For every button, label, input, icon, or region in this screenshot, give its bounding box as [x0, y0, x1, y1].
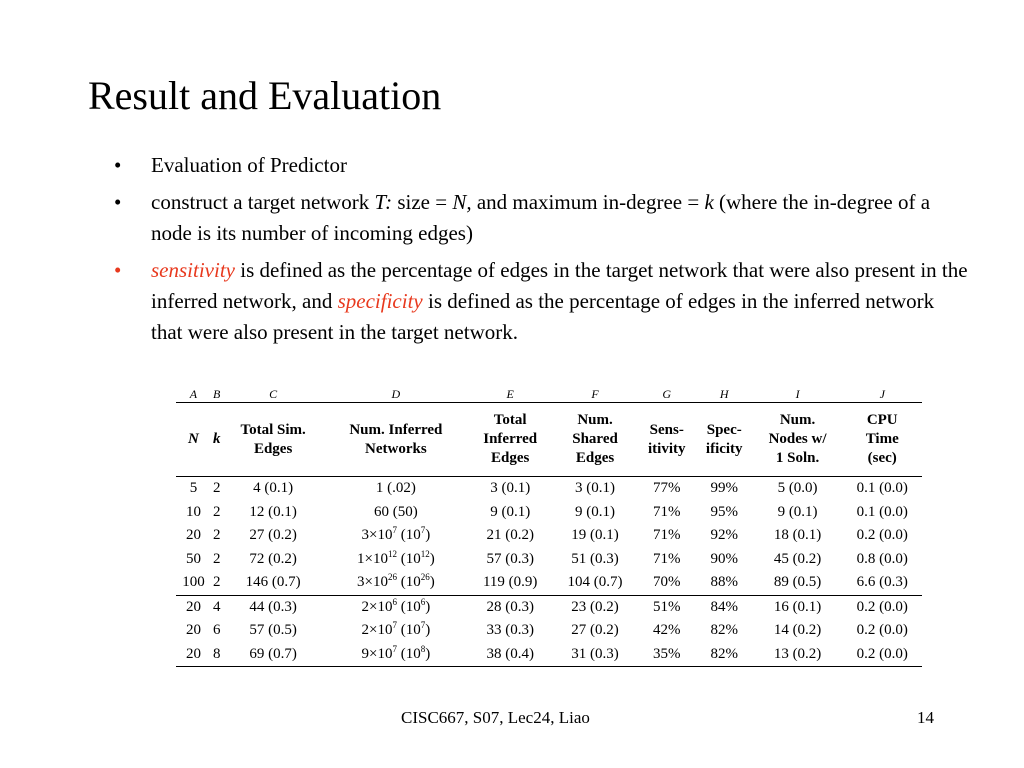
table-cell: 77% — [653, 480, 681, 497]
cell-text: (10 — [396, 622, 421, 639]
table-cell: 21 (0.2) — [486, 527, 534, 544]
column-header-line: Networks — [365, 440, 427, 457]
table-cell: 89 (0.5) — [753, 571, 843, 595]
exponent: 6 — [392, 596, 397, 607]
table-cell: 10 — [185, 503, 201, 520]
column-letter: D — [324, 386, 468, 403]
column-letter: E — [468, 386, 552, 403]
table-cell: 12 (0.1) — [249, 503, 297, 520]
column-letter: A — [176, 386, 211, 403]
table-cell: 95% — [710, 503, 738, 520]
cell-text: 1×10 — [357, 550, 388, 567]
exponent: 7 — [392, 643, 397, 654]
table-group-n20 — [176, 595, 922, 667]
bullet-text-part: construct a target network — [151, 190, 375, 214]
table-cell: 72 (0.2) — [249, 550, 297, 567]
table-cell: 100 — [176, 571, 211, 595]
variable-n: N, — [452, 190, 472, 214]
table-cell: 9 (0.1) — [575, 503, 616, 520]
table-cell: 84% — [710, 598, 738, 615]
exponent: 7 — [392, 620, 397, 631]
table-row — [176, 548, 922, 572]
table-cell — [324, 643, 468, 667]
bullet-dot-icon: • — [114, 258, 122, 282]
cell-text: (10 — [396, 527, 421, 544]
column-header-line: CPU — [866, 412, 898, 428]
cell-text: ) — [425, 527, 431, 544]
column-header-line: 1 Soln. — [775, 450, 820, 466]
exponent: 7 — [420, 620, 426, 631]
table-cell: 0.8 (0.0) — [856, 550, 908, 567]
table-cell: 2 — [212, 550, 221, 567]
exponent: 12 — [420, 548, 430, 559]
table-cell: 1 (.02) — [375, 480, 416, 497]
column-header-line: Edges — [491, 450, 530, 466]
table-cell: 51 (0.3) — [571, 550, 619, 567]
column-letter: F — [552, 386, 637, 403]
table-cell — [324, 595, 468, 619]
bullet-text-part: and maximum in-degree = — [471, 190, 705, 214]
table-cell: 90% — [710, 550, 738, 567]
table-cell: 57 (0.3) — [486, 550, 534, 567]
table-cell: 20 — [185, 622, 201, 639]
cell-text: 3×10 — [357, 574, 388, 591]
exponent: 7 — [392, 525, 397, 536]
table-row — [176, 477, 922, 501]
bullet-text-part: is defined as the percentage of edges in the inferred network that were also present in the target network. — [151, 289, 935, 344]
column-header-line: (sec) — [867, 450, 897, 466]
results-table-figure — [176, 386, 922, 667]
column-header-line: k — [212, 431, 221, 447]
table-cell — [324, 571, 468, 595]
column-header — [211, 403, 223, 477]
cell-text: ) — [429, 574, 435, 591]
table-cell: 45 (0.2) — [773, 550, 822, 567]
table-cell: 0.2 (0.0) — [842, 643, 922, 667]
table-cell: 2 — [212, 527, 221, 544]
table-cell: 3 (0.1) — [490, 480, 531, 497]
column-header — [696, 403, 753, 477]
table-row — [176, 571, 922, 595]
table-cell — [324, 548, 468, 572]
bullet-text: Evaluation of Predictor — [151, 153, 347, 177]
cell-text: 2×10 — [361, 598, 393, 615]
column-header — [842, 403, 922, 477]
cell-text: (10 — [396, 550, 421, 567]
bullet-dot-icon: • — [114, 153, 122, 177]
column-header-row — [176, 403, 922, 477]
table-cell: 82% — [710, 622, 738, 639]
bullet-list — [110, 150, 970, 354]
table-cell: 8 — [211, 643, 223, 667]
column-header — [638, 403, 696, 477]
table-cell: 88% — [696, 571, 753, 595]
column-header — [223, 403, 324, 477]
variable-k: k — [704, 190, 714, 214]
column-header — [552, 403, 637, 477]
cell-text: ) — [425, 598, 431, 615]
exponent: 26 — [387, 572, 397, 583]
table-cell: 9 (0.1) — [777, 503, 818, 520]
table-cell — [324, 524, 468, 548]
table-cell: 82% — [696, 643, 753, 667]
cell-text: 2×10 — [361, 622, 393, 639]
table-cell: 27 (0.2) — [571, 622, 619, 639]
cell-text: 3×10 — [361, 527, 393, 544]
column-header-line: ificity — [705, 440, 743, 457]
cell-text: (10 — [396, 574, 421, 591]
column-header-line: Time — [865, 431, 899, 447]
table-cell: 23 (0.2) — [571, 598, 619, 615]
table-cell: 0.1 (0.0) — [856, 503, 908, 520]
table-cell: 20 — [185, 527, 201, 544]
table-cell: 31 (0.3) — [552, 643, 637, 667]
column-letter: H — [696, 386, 753, 403]
column-header-line: Edges — [575, 450, 615, 466]
column-header-line: Inferred — [483, 431, 538, 447]
table-cell: 51% — [653, 598, 681, 615]
table-cell: 28 (0.3) — [486, 598, 534, 615]
table-row — [176, 595, 922, 619]
column-letter: I — [753, 386, 843, 403]
table-cell: 18 (0.1) — [773, 527, 822, 544]
table-cell: 20 — [185, 598, 201, 615]
table-cell: 5 (0.0) — [777, 480, 818, 497]
bullet-evaluation-of-predictor — [110, 150, 970, 181]
table-cell: 70% — [638, 571, 696, 595]
exponent: 7 — [420, 525, 426, 536]
table-cell: 92% — [710, 527, 738, 544]
cell-text: ) — [429, 550, 435, 567]
column-letter: J — [842, 386, 922, 403]
table-cell: 14 (0.2) — [773, 622, 822, 639]
table-cell: 50 — [185, 550, 201, 567]
term-specificity: specificity — [337, 289, 423, 313]
column-letter-row — [176, 386, 922, 403]
table-cell: 13 (0.2) — [753, 643, 843, 667]
column-header-line: Nodes w/ — [768, 431, 827, 447]
exponent: 12 — [387, 548, 397, 559]
column-header-line: Total Sim. — [240, 421, 306, 438]
column-header-line: Edges — [253, 440, 293, 457]
table-cell: 19 (0.1) — [571, 527, 619, 544]
table-cell: 4 (0.1) — [253, 480, 294, 497]
column-header — [176, 403, 211, 477]
table-cell: 71% — [653, 527, 681, 544]
table-cell: 33 (0.3) — [486, 622, 534, 639]
column-letter: G — [638, 386, 696, 403]
column-header — [468, 403, 552, 477]
table-cell: 4 — [212, 598, 221, 615]
table-cell: 2 — [212, 503, 221, 520]
cell-text: (10 — [396, 598, 421, 615]
table-cell: 0.2 (0.0) — [856, 598, 908, 615]
table-cell: 44 (0.3) — [249, 598, 297, 615]
table-cell: 60 (50) — [373, 503, 418, 520]
results-table — [176, 386, 922, 667]
column-header-line: itivity — [648, 440, 686, 457]
exponent: 26 — [420, 572, 430, 583]
table-cell: 42% — [653, 622, 681, 639]
slide-footer: CISC667, S07, Lec24, Liao — [401, 708, 590, 727]
cell-text: (10 — [396, 645, 421, 662]
slide-title: Result and Evaluation — [88, 73, 442, 118]
cell-text: ) — [425, 645, 431, 662]
table-cell: 5 — [189, 480, 198, 497]
column-header-line: Sens- — [649, 421, 684, 438]
bullet-sensitivity-definition — [110, 255, 970, 348]
column-header — [753, 403, 843, 477]
table-cell: 69 (0.7) — [223, 643, 324, 667]
term-sensitivity: sensitivity — [151, 258, 235, 282]
column-header-line: Spec- — [706, 421, 742, 438]
table-cell: 0.1 (0.0) — [856, 480, 908, 497]
table-cell: 2 — [211, 571, 223, 595]
bullet-text-part: size = — [392, 190, 453, 214]
table-row — [176, 643, 922, 667]
cell-text: 9×10 — [361, 645, 393, 662]
cell-text: ) — [425, 622, 431, 639]
table-cell: 6.6 (0.3) — [842, 571, 922, 595]
bullet-dot-icon: • — [114, 190, 122, 214]
table-cell: 99% — [710, 480, 738, 497]
bullet-construct-target-network — [110, 187, 970, 249]
table-cell: 71% — [653, 503, 681, 520]
table-cell: 71% — [653, 550, 681, 567]
table-cell: 9 (0.1) — [490, 503, 531, 520]
table-row — [176, 524, 922, 548]
column-header-line: Num. — [779, 412, 816, 428]
table-cell: 57 (0.5) — [249, 622, 297, 639]
column-header-line: Shared — [572, 431, 618, 447]
table-cell: 16 (0.1) — [773, 598, 822, 615]
column-header-line: Num. Inferred — [349, 421, 443, 438]
column-letter: B — [211, 386, 223, 403]
table-cell: 0.2 (0.0) — [856, 622, 908, 639]
bullet-text-part: is defined as the percentage of edges in the target network that were also present in the inferred network, and — [151, 258, 968, 313]
table-cell: 35% — [638, 643, 696, 667]
bullet-text-part: (where the in-degree of a node is its number of incoming edges) — [151, 190, 931, 245]
table-cell: 20 — [176, 643, 211, 667]
table-cell: 27 (0.2) — [249, 527, 297, 544]
exponent: 6 — [420, 596, 426, 607]
page-number: 14 — [917, 708, 934, 727]
table-cell: 119 (0.9) — [468, 571, 552, 595]
table-row — [176, 501, 922, 525]
column-header-line: N — [188, 431, 199, 447]
table-cell: 3 (0.1) — [575, 480, 616, 497]
variable-t: T: — [374, 190, 393, 214]
column-letter: C — [223, 386, 324, 403]
exponent: 8 — [420, 643, 426, 654]
table-cell: 2 — [212, 480, 221, 497]
table-cell: 146 (0.7) — [223, 571, 324, 595]
table-cell: 38 (0.4) — [468, 643, 552, 667]
table-cell: 104 (0.7) — [552, 571, 637, 595]
table-cell: 0.2 (0.0) — [856, 527, 908, 544]
table-row — [176, 619, 922, 643]
column-header-line: Num. — [577, 412, 613, 428]
column-header — [324, 403, 468, 477]
table-group-k2 — [176, 477, 922, 596]
table-cell: 6 — [212, 622, 221, 639]
column-header-line: Total — [493, 412, 527, 428]
table-cell — [324, 619, 468, 643]
